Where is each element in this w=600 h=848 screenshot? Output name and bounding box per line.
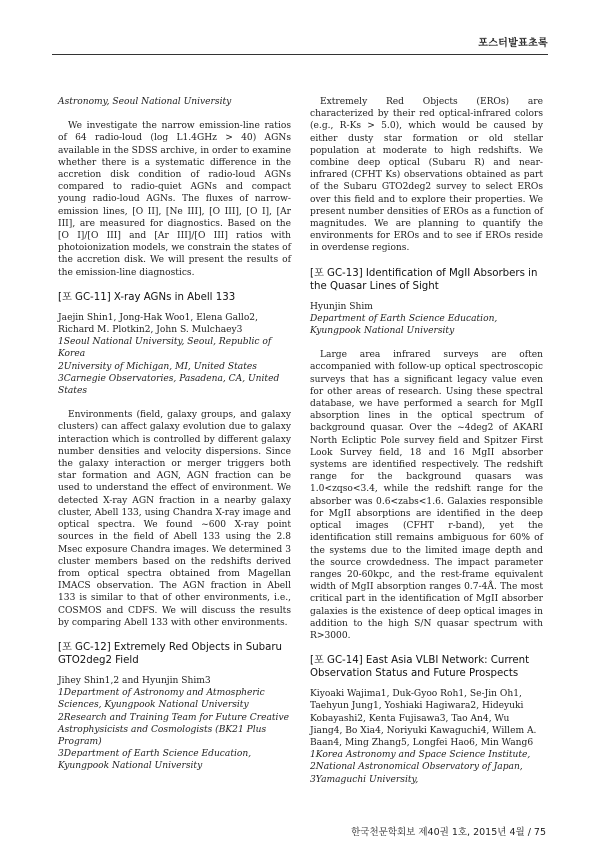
affiliation-gc14-2: 2National Astronomical Observatory of Japan, xyxy=(310,762,523,773)
running-header: 포스터발표초록 xyxy=(478,38,548,49)
abstract-gc13: Large area infrared surveys are often accompanied with follow-up optical spectroscopic surveys that has a significant legacy value even for other areas of research. Using these spectral database, we have performed a search for MgII absorption lines in the optical spectrum of background quasar. Over the ~4deg2 of AKARI North Ecliptic Pole survey field and Spitzer First Look Survey field, 18 and 16 MgII absorber systems are identified respectively. The redshift range for the background quasars was 1.0<zqso<3.4, while the redshift range for the absorber was 0.6<zabs<1.6. Galaxies responsible for MgII absorptions are identified in the deep optical images (CFHT r-band), yet the identification still remains ambiguous for 60% of the systems due to the limited image depth and the source crowdedness. The impact parameter ranges 20-60kpc, and the rest-frame equivalent width of MgII absorption ranges 0.7-4Å. The most critical part in the identification of MgII absorber galaxies is the existence of deep optical images in addition to the high S/N quasar spectrum with R>3000. xyxy=(310,350,543,641)
affiliation-gc11-1: 1Seoul National University, Seoul, Republic of Korea xyxy=(58,337,272,360)
page-footer: 한국천문학회보 제40권 1호, 2015년 4월 / 75 xyxy=(351,827,546,838)
right-column xyxy=(310,96,543,786)
affiliation-gc14-3: 3Yamaguchi University, xyxy=(310,774,419,785)
header-rule xyxy=(52,54,548,55)
abstract-gc11: Environments (field, galaxy groups, and galaxy clusters) can affect galaxy evolution due to galaxy interaction which is controlled by different galaxy number densities and velocity dispersions. Since the galaxy interaction or merger triggers both star formation and AGN, AGN fraction can be used to understand the effect of environment. We detected X-ray AGN fraction in a nearby galaxy cluster, Abell 133, using Chandra X-ray image and optical spectra. We found ~600 X-ray point sources in the field of Abell 133 using the 2.8 Msec exposure Chandra images. We determined 3 cluster members based on the redshifts derived from optical spectra obtained from Magellan IMACS observation. The AGN fraction in Abell 133 is similar to that of other environments, i.e., COSMOS and CDFS. We will discuss the results by comparing Abell 133 with other environments. xyxy=(58,410,291,628)
affiliation-gc13-1: Department of Earth Science Education, xyxy=(310,313,498,324)
affiliation-gc11-3: 3Carnegie Observatories, Pasadena, CA, United States xyxy=(58,373,280,397)
affiliation-gc12-2: 2Research and Training Team for Future Creative Astrophysicists and Cosmologists (BK21 Plus Program) xyxy=(58,712,289,747)
authors-gc14: Kiyoaki Wajima1, Duk-Gyoo Roh1, Se-Jin Oh1, Taehyun Jung1, Yoshiaki Hagiwara2, Hideyuki Kobayashi2, Kenta Fujisawa3, Tao An4, Wu Jiang4, Bo Xia4, Noriyuki Kawaguchi4, Willem A. Baan4, Ming Zhang5, Longfei Hao6, Min Wang6 xyxy=(310,689,537,748)
abstract-gc10: We investigate the narrow emission-line ratios of 64 radio-loud (log L1.4GHz > 40) AGNs available in the SDSS archive, in order to examine whether there is a systematic difference in the accretion disk condition of radio-loud AGNs compared to radio-quiet AGNs and compact young radio-loud AGNs. The fluxes of narrow-emission lines, [O II], [Ne III], [O III], [O I], [Ar III], are measured for diagnostics. Based on the [O I]/[O III] and [Ar III]/[O III] ratios with photoionization models, we constrain the states of the accretion disk. We will present the results of the emission-line diagnostics. xyxy=(58,121,291,278)
section-title-gc13: [포 GC-13] Identification of MgII Absorbers in the Quasar Lines of Sight xyxy=(310,267,538,292)
authors-gc12: Jihey Shin1,2 and Hyunjin Shim3 xyxy=(58,675,211,686)
author-gc13: Hyunjin Shim xyxy=(310,301,373,312)
affiliation-gc14-1: 1Korea Astronomy and Space Science Institute, xyxy=(310,750,531,761)
affiliation-gc12-3: 3Department of Earth Science Education, Kyungpook National University xyxy=(58,749,252,772)
section-title-gc11: [포 GC-11] X-ray AGNs in Abell 133 xyxy=(58,291,236,303)
left-column xyxy=(58,96,291,773)
affiliation-gc13-2: Kyungpook National University xyxy=(310,326,455,337)
authors-gc11: Jaejin Shin1, Jong-Hak Woo1, Elena Gallo2, Richard M. Plotkin2, John S. Mulchaey3 xyxy=(58,312,258,336)
abstract-gc12: Extremely Red Objects (EROs) are characterized by their red optical-infrared colors (e.g., R-Ks > 5.0), which would be caused by either dusty star formation or old stellar population at moderate to high redshifts. We combine deep optical (Subaru R) and near-infrared (CFHT Ks) observations obtained as part of the Subaru GTO2deg2 survey to select EROs over this field and to explore their properties. We present number densities of EROs as a function of magnitudes. We are planning to quantify the environments for EROs and to see if EROs reside in overdense regions. xyxy=(310,97,543,254)
section-title-gc12: [포 GC-12] Extremely Red Objects in Subaru GTO2deg2 Field xyxy=(58,641,283,666)
section-title-gc14: [포 GC-14] East Asia VLBI Network: Current Observation Status and Future Prospects xyxy=(310,655,530,680)
affiliation-gc11-2: 2University of Michigan, MI, United States xyxy=(58,361,257,372)
affiliation-gc12-1: 1Department of Astronomy and Atmospheric Sciences, Kyungpook National University xyxy=(58,688,265,711)
affiliation-continued: Astronomy, Seoul National University xyxy=(58,97,232,107)
